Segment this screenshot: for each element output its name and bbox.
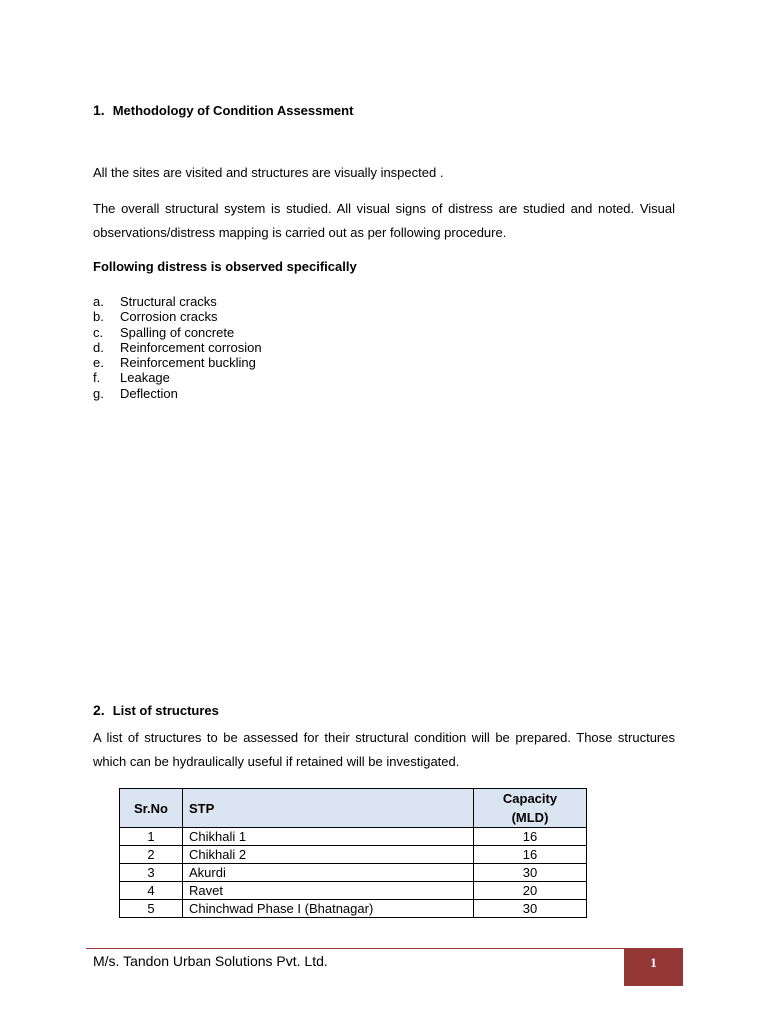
cell-srno: 1 (120, 828, 183, 846)
list-item-text: Structural cracks (120, 294, 217, 309)
list-marker: f. (93, 370, 101, 386)
section-1-number: 1. (93, 102, 105, 118)
list-marker: a. (93, 294, 104, 309)
table-row (120, 882, 587, 900)
list-item (93, 294, 262, 309)
cell-capacity: 16 (474, 846, 587, 864)
cell-srno: 2 (120, 846, 183, 864)
section-1-heading (93, 102, 353, 118)
list-item-text: Corrosion cracks (120, 309, 218, 325)
cell-stp: Akurdi (183, 864, 474, 882)
list-marker: e. (93, 355, 104, 371)
cell-stp: Chikhali 2 (183, 846, 474, 864)
list-marker: b. (93, 309, 104, 325)
list-item (93, 386, 262, 401)
section-1-paragraph-2: The overall structural system is studied. All visual signs of distress are studied and noted. Visual observations/distress mapping is carried out as per following procedure. (93, 201, 675, 240)
footer-company: M/s. Tandon Urban Solutions Pvt. Ltd. (93, 953, 328, 969)
cell-srno: 5 (120, 900, 183, 918)
list-item (93, 325, 262, 340)
list-item-text: Leakage (120, 370, 170, 386)
table-row (120, 864, 587, 882)
list-item (93, 340, 262, 355)
cell-srno: 4 (120, 882, 183, 900)
list-item (93, 370, 262, 385)
page-number: 1 (650, 955, 657, 970)
list-item-text: Spalling of concrete (120, 324, 235, 340)
list-item-text: Reinforcement buckling (120, 355, 256, 371)
list-item (93, 309, 262, 324)
section-2-number: 2. (93, 702, 105, 718)
cell-stp: Ravet (183, 882, 474, 900)
section-1-title: Methodology of Condition Assessment (112, 103, 354, 118)
table-header-row (120, 789, 587, 828)
page-number-box (624, 949, 683, 986)
cell-capacity: 20 (474, 882, 587, 900)
list-marker: g. (93, 385, 104, 401)
list-item-text: Deflection (120, 385, 178, 401)
list-marker: c. (93, 324, 104, 340)
section-2-title: List of structures (112, 703, 219, 718)
cell-capacity: 16 (474, 828, 587, 846)
distress-subheading: Following distress is observed specifically (93, 259, 357, 274)
cell-capacity: 30 (474, 864, 587, 882)
cell-capacity: 30 (474, 900, 587, 918)
header-capacity (474, 789, 587, 828)
list-item (93, 355, 262, 370)
list-marker: d. (93, 339, 104, 355)
header-stp: STP (183, 789, 474, 828)
table-row (120, 846, 587, 864)
section-2-paragraph: A list of structures to be assessed for their structural condition will be prepared. Those structures which can be hydraulically useful if retained will be investigated. (93, 730, 675, 769)
distress-list (93, 294, 262, 401)
list-item-text: Reinforcement corrosion (120, 339, 262, 355)
cell-stp: Chikhali 1 (183, 828, 474, 846)
cell-srno: 3 (120, 864, 183, 882)
footer-divider (86, 948, 683, 949)
header-capacity-line1: Capacity (502, 791, 558, 806)
header-capacity-line2: (MLD) (511, 810, 549, 825)
table-row (120, 900, 587, 918)
cell-stp: Chinchwad Phase I (Bhatnagar) (183, 900, 474, 918)
table-row (120, 828, 587, 846)
header-srno: Sr.No (120, 789, 183, 828)
section-2-heading (93, 702, 219, 718)
stp-table (119, 788, 587, 918)
section-1-paragraph-1: All the sites are visited and structures are visually inspected . (93, 165, 444, 180)
